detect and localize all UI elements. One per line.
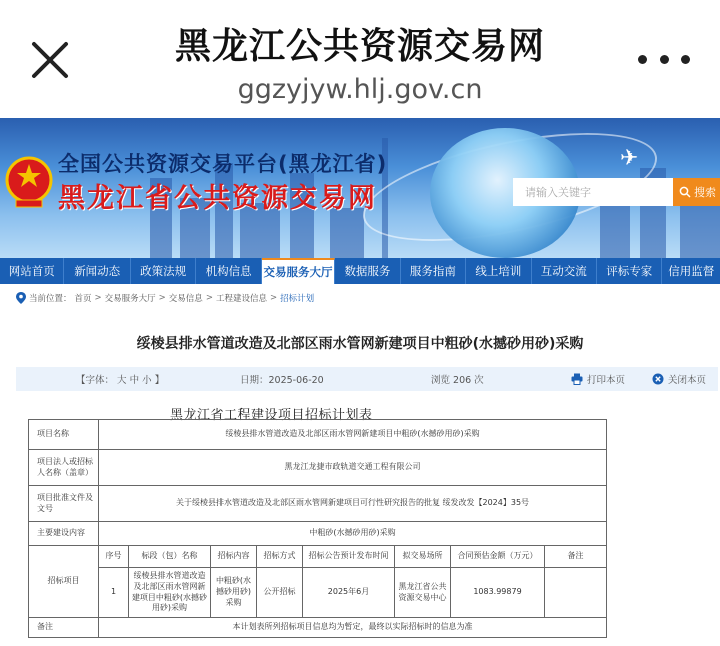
nav-item-data-service[interactable]: 数据服务	[335, 258, 400, 284]
nav-item-news[interactable]: 新闻动态	[64, 258, 130, 284]
search-button[interactable]	[673, 178, 720, 206]
row-label: 主要建设内容	[29, 522, 99, 546]
close-icon[interactable]	[28, 38, 72, 82]
font-size-control: 【字体： 大 中 小 】	[76, 375, 165, 386]
column-header: 序号	[99, 546, 129, 568]
table-row	[29, 450, 607, 486]
table-row	[29, 486, 607, 522]
publish-date: 日期：2025-06-20	[240, 375, 324, 386]
column-header: 招标内容	[211, 546, 257, 568]
bid-cell: 公开招标	[257, 568, 303, 618]
font-size-medium[interactable]: 中	[129, 375, 140, 386]
breadcrumb-construction-info[interactable]: 工程建设信息	[215, 294, 267, 304]
print-button[interactable]	[571, 372, 625, 386]
bid-cell: 绥棱县排水管道改造及北部区雨水管网新建项目中粗砂(水撼砂用砂)采购	[129, 568, 211, 618]
nav-item-policy[interactable]: 政策法规	[131, 258, 196, 284]
table-row	[29, 522, 607, 546]
plan-table-title: 黑龙江省工程建设项目招标计划表	[170, 408, 373, 423]
bid-cell: 1083.99879	[451, 568, 545, 618]
print-label: 打印本页	[587, 375, 626, 386]
bid-cell: 黑龙江省公共资源交易中心	[395, 568, 451, 618]
bid-cell: 1	[99, 568, 129, 618]
browser-url: ggzyjyw.hlj.gov.cn	[237, 74, 483, 105]
row-value: 关于绥棱县排水管道改造及北部区雨水管网新建项目可行性研究报告的批复 绥发改发【2024】35号	[99, 486, 607, 522]
printer-icon	[571, 373, 583, 385]
bid-cell: 2025年6月	[303, 568, 395, 618]
column-header: 拟交易场所	[395, 546, 451, 568]
table-row	[29, 568, 607, 618]
row-label: 项目法人或招标人名称（盖章）	[29, 450, 99, 486]
main-nav	[0, 258, 720, 284]
browser-top-bar	[0, 0, 720, 118]
search-input[interactable]	[513, 178, 673, 206]
breadcrumb-tender-plan[interactable]: 招标计划	[280, 294, 315, 304]
airplane-icon: ✈	[620, 146, 639, 171]
nav-item-institutions[interactable]: 机构信息	[196, 258, 261, 284]
breadcrumb-trading-info[interactable]: 交易信息	[168, 294, 203, 304]
row-value: 中粗砂(水撼砂用砂)采购	[99, 522, 607, 546]
breadcrumb: 当前位置： 首页 > 交易服务大厅 > 交易信息 > 工程建设信息 > 招标计划	[16, 290, 314, 306]
close-page-button[interactable]	[652, 372, 706, 386]
site-banner	[0, 118, 720, 258]
article-info-bar	[16, 367, 718, 391]
article-title: 绥棱县排水管道改造及北部区雨水管网新建项目中粗砂(水撼砂用砂)采购	[136, 336, 584, 352]
more-options-icon[interactable]	[638, 44, 690, 74]
breadcrumb-trading-hall[interactable]: 交易服务大厅	[104, 294, 156, 304]
table-row	[29, 618, 607, 638]
column-header: 招标方式	[257, 546, 303, 568]
national-emblem-icon	[4, 154, 54, 210]
search-button-label: 搜索	[694, 186, 716, 199]
close-page-label: 关闭本页	[668, 375, 707, 386]
platform-name: 全国公共资源交易平台(黑龙江省)	[58, 152, 388, 176]
row-label: 备注	[29, 618, 99, 638]
view-count: 浏览 206 次	[431, 375, 484, 386]
nav-item-trading-hall[interactable]: 交易服务大厅	[262, 258, 335, 284]
row-label: 项目名称	[29, 420, 99, 450]
column-header: 标段（包）名称	[129, 546, 211, 568]
breadcrumb-home[interactable]: 首页	[74, 294, 92, 304]
column-header: 招标公告预计发布时间	[303, 546, 395, 568]
row-value: 黑龙江龙捷市政轨道交通工程有限公司	[99, 450, 607, 486]
table-row	[29, 420, 607, 450]
font-size-large[interactable]: 大	[117, 375, 127, 386]
bid-section-label: 招标项目	[29, 546, 99, 618]
nav-item-interaction[interactable]: 互动交流	[532, 258, 597, 284]
row-value: 本计划表所列招标项目信息均为暂定，最终以实际招标时的信息为准	[99, 618, 607, 638]
browser-page-title: 黑龙江公共资源交易网	[174, 26, 545, 67]
nav-item-home[interactable]: 网站首页	[0, 258, 64, 284]
table-header-row	[29, 546, 607, 568]
nav-item-training[interactable]: 线上培训	[466, 258, 531, 284]
nav-item-experts[interactable]: 评标专家	[597, 258, 662, 284]
nav-item-credit[interactable]: 信用监督	[668, 264, 715, 278]
tender-plan-table	[28, 419, 607, 638]
search-icon	[679, 186, 691, 198]
font-size-small[interactable]: 小	[142, 375, 152, 386]
breadcrumb-prefix: 当前位置：	[29, 294, 72, 304]
bid-cell	[545, 568, 607, 618]
close-circle-icon	[652, 373, 664, 385]
row-value: 绥棱县排水管道改造及北部区雨水管网新建项目中粗砂(水撼砂用砂)采购	[99, 420, 607, 450]
column-header: 合同预估金额（万元）	[451, 546, 545, 568]
column-header: 备注	[545, 546, 607, 568]
site-logo-text: 黑龙江省公共资源交易网	[58, 183, 377, 214]
nav-item-guide[interactable]: 服务指南	[401, 258, 466, 284]
row-label: 项目批准文件及文号	[29, 486, 99, 522]
location-pin-icon	[16, 292, 26, 304]
bid-cell: 中粗砂(水撼砂用砂)采购	[211, 568, 257, 618]
